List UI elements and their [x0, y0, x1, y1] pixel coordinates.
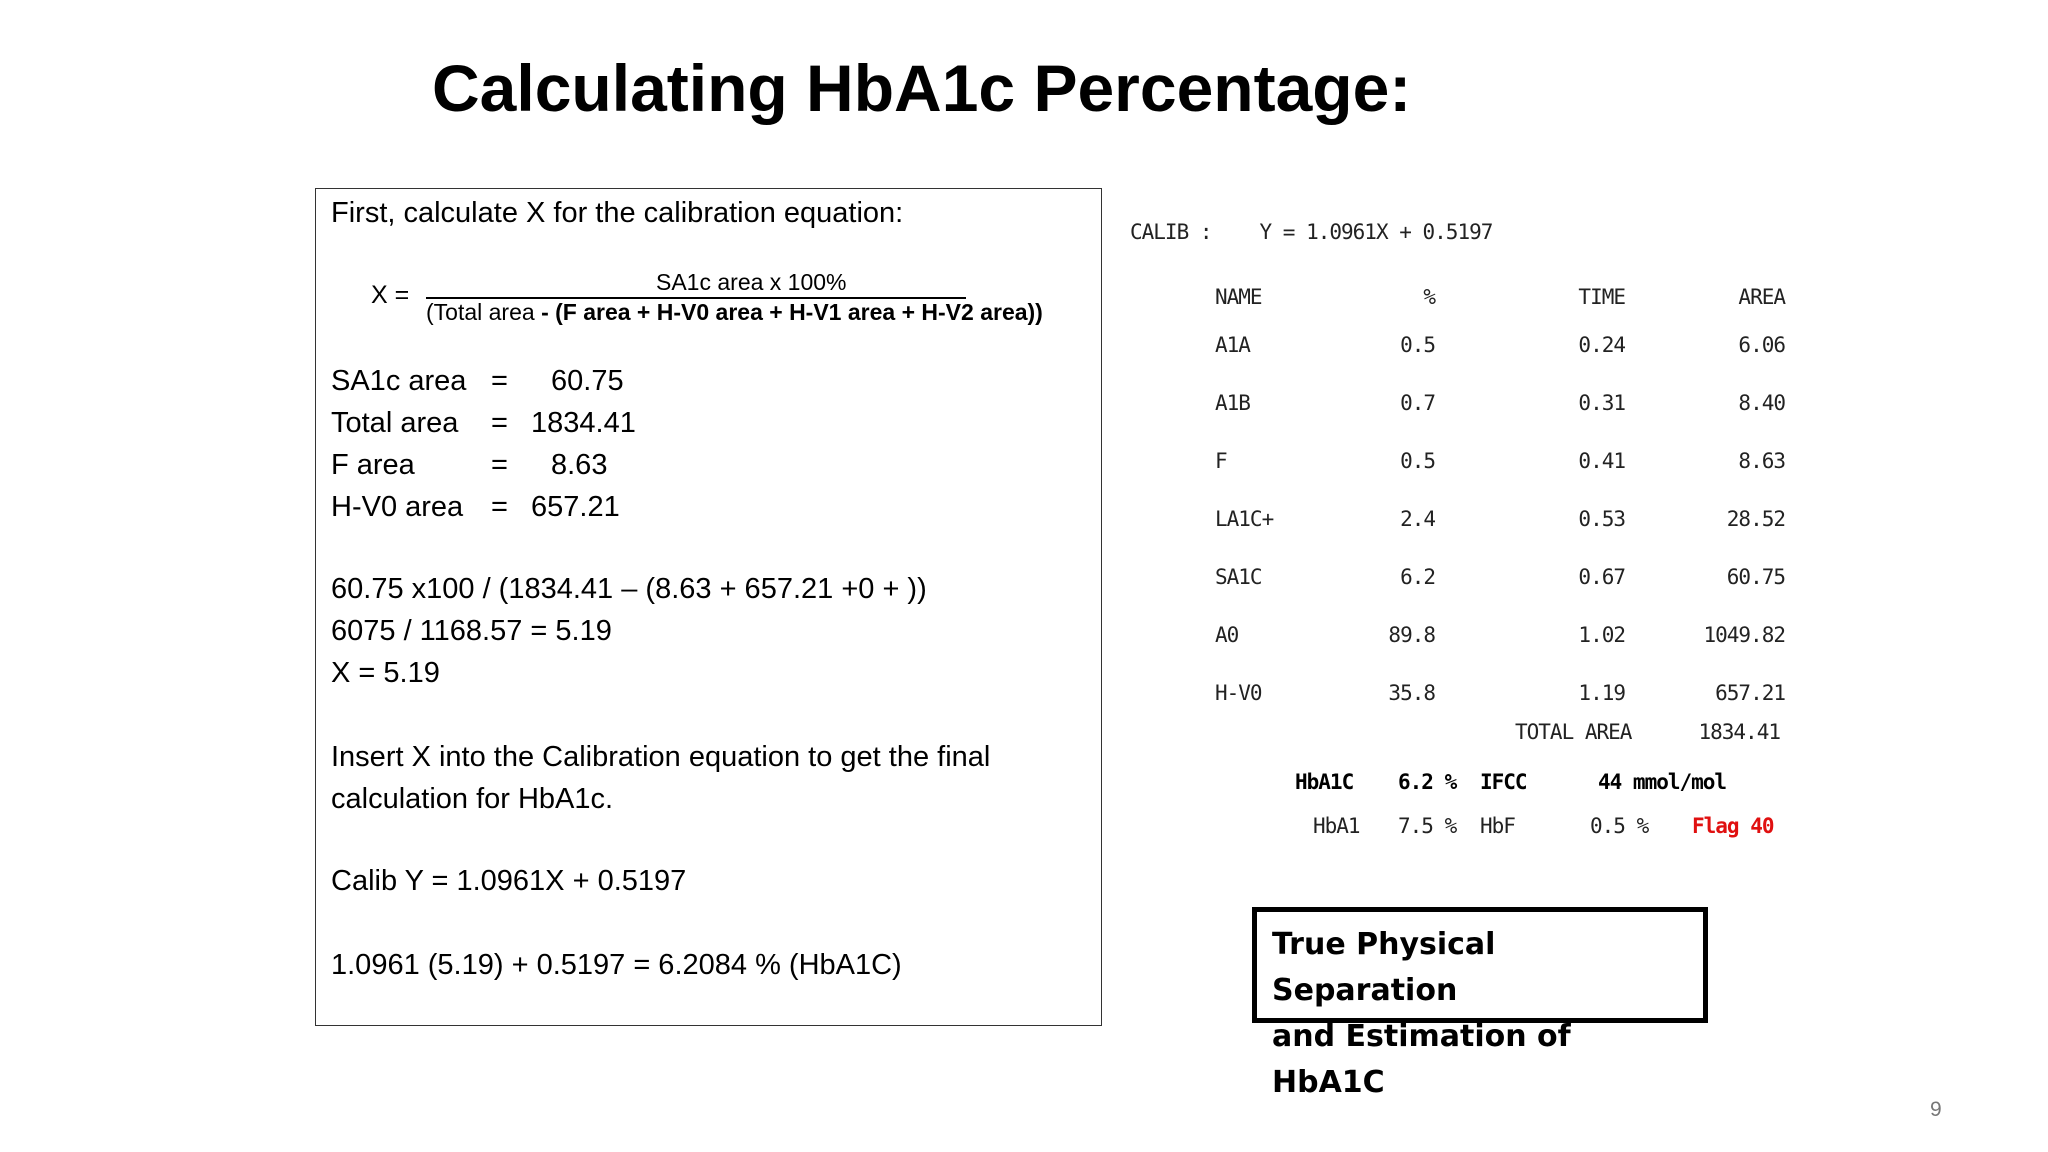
formula-denominator [426, 299, 1043, 326]
x-formula [371, 269, 1131, 329]
table-header [1215, 285, 1795, 315]
slide-title: Calculating HbA1c Percentage: [432, 51, 1412, 125]
hba1c-label: HbA1C [1295, 770, 1354, 794]
step-3: X = 5.19 [331, 657, 440, 689]
value-val: 60.75 [551, 365, 624, 397]
total-area [1515, 720, 1780, 744]
cell-area: 28.52 [1726, 507, 1785, 531]
table-row [1215, 333, 1795, 363]
cell-time: 0.53 [1578, 507, 1625, 531]
cell-name: F [1215, 449, 1227, 473]
header-pct: % [1423, 285, 1435, 309]
result-line: 1.0961 (5.19) + 0.5197 = 6.2084 % (HbA1C) [331, 949, 902, 981]
cell-name: A1A [1215, 333, 1250, 357]
denominator-plain: (Total area [426, 299, 542, 325]
hba1c-value: 6.2 % [1398, 770, 1457, 794]
table-row [1215, 391, 1795, 421]
calculation-box [315, 188, 1102, 1026]
calib-equation: Calib Y = 1.0961X + 0.5197 [331, 865, 687, 897]
hbf-label: HbF [1480, 814, 1515, 838]
cell-pct: 0.5 [1400, 449, 1435, 473]
hba1-label: HbA1 [1313, 814, 1360, 838]
hplc-printout [1110, 210, 1810, 850]
denominator-bold: - (F area + H-V0 area + H-V1 area + H-V2 area)) [541, 299, 1043, 325]
table-row [1215, 623, 1795, 653]
cell-area: 657.21 [1715, 681, 1785, 705]
caption-box [1252, 907, 1708, 1100]
cell-area: 60.75 [1726, 565, 1785, 589]
table-row [1215, 507, 1795, 537]
cell-area: 8.63 [1738, 449, 1785, 473]
cell-time: 0.31 [1578, 391, 1625, 415]
calib-label: CALIB : [1130, 220, 1212, 244]
value-key: SA1c area [331, 365, 467, 397]
total-area-value: 1834.41 [1698, 720, 1780, 744]
cell-time: 0.67 [1578, 565, 1625, 589]
header-name: NAME [1215, 285, 1262, 309]
value-row [331, 489, 620, 525]
insert-text-1: Insert X into the Calibration equation to get the final [331, 741, 991, 773]
value-eq: = [491, 365, 508, 397]
formula-numerator: SA1c area x 100% [656, 269, 847, 295]
total-area-label: TOTAL AREA [1515, 720, 1632, 744]
cell-name: SA1C [1215, 565, 1262, 589]
header-area: AREA [1738, 285, 1785, 309]
hba1-value: 7.5 % [1398, 814, 1457, 838]
step-1: 60.75 x100 / (1834.41 – (8.63 + 657.21 +0 + )) [331, 573, 927, 605]
caption-line-1: True Physical Separation [1272, 927, 1496, 1008]
cell-area: 1049.82 [1703, 623, 1785, 647]
ifcc-label: IFCC [1480, 770, 1527, 794]
table-row [1215, 681, 1795, 711]
value-eq: = [491, 449, 508, 481]
cell-time: 1.19 [1578, 681, 1625, 705]
cell-pct: 2.4 [1400, 507, 1435, 531]
cell-name: H-V0 [1215, 681, 1262, 705]
formula-lhs: X = [371, 281, 410, 309]
value-key: Total area [331, 407, 459, 439]
cell-time: 0.24 [1578, 333, 1625, 357]
calib-eq: Y = 1.0961X + 0.5197 [1259, 220, 1493, 244]
printout-calib [1130, 220, 1492, 244]
caption-line-2: and Estimation of HbA1C [1272, 1019, 1571, 1100]
header-time: TIME [1578, 285, 1625, 309]
cell-pct: 0.5 [1400, 333, 1435, 357]
cell-area: 8.40 [1738, 391, 1785, 415]
value-key: H-V0 area [331, 491, 464, 523]
cell-time: 1.02 [1578, 623, 1625, 647]
cell-name: A0 [1215, 623, 1239, 647]
table-row [1215, 565, 1795, 595]
cell-pct: 6.2 [1400, 565, 1435, 589]
value-row [331, 405, 636, 441]
value-eq: = [491, 491, 508, 523]
hbf-value: 0.5 % [1590, 814, 1649, 838]
intro-text: First, calculate X for the calibration equation: [331, 197, 904, 229]
value-val: 8.63 [551, 449, 608, 481]
cell-time: 0.41 [1578, 449, 1625, 473]
table-row [1215, 449, 1795, 479]
cell-area: 6.06 [1738, 333, 1785, 357]
slide-number: 9 [1930, 1098, 1942, 1121]
cell-name: LA1C+ [1215, 507, 1274, 531]
value-row [331, 447, 607, 483]
flag-badge: Flag 40 [1692, 814, 1774, 838]
cell-pct: 0.7 [1400, 391, 1435, 415]
value-val: 657.21 [531, 491, 620, 523]
step-2: 6075 / 1168.57 = 5.19 [331, 615, 612, 647]
cell-name: A1B [1215, 391, 1250, 415]
value-key: F area [331, 449, 415, 481]
ifcc-value: 44 mmol/mol [1598, 770, 1727, 794]
value-val: 1834.41 [531, 407, 636, 439]
insert-text-2: calculation for HbA1c. [331, 783, 614, 815]
cell-pct: 35.8 [1388, 681, 1435, 705]
value-row [331, 363, 624, 399]
value-eq: = [491, 407, 508, 439]
cell-pct: 89.8 [1388, 623, 1435, 647]
